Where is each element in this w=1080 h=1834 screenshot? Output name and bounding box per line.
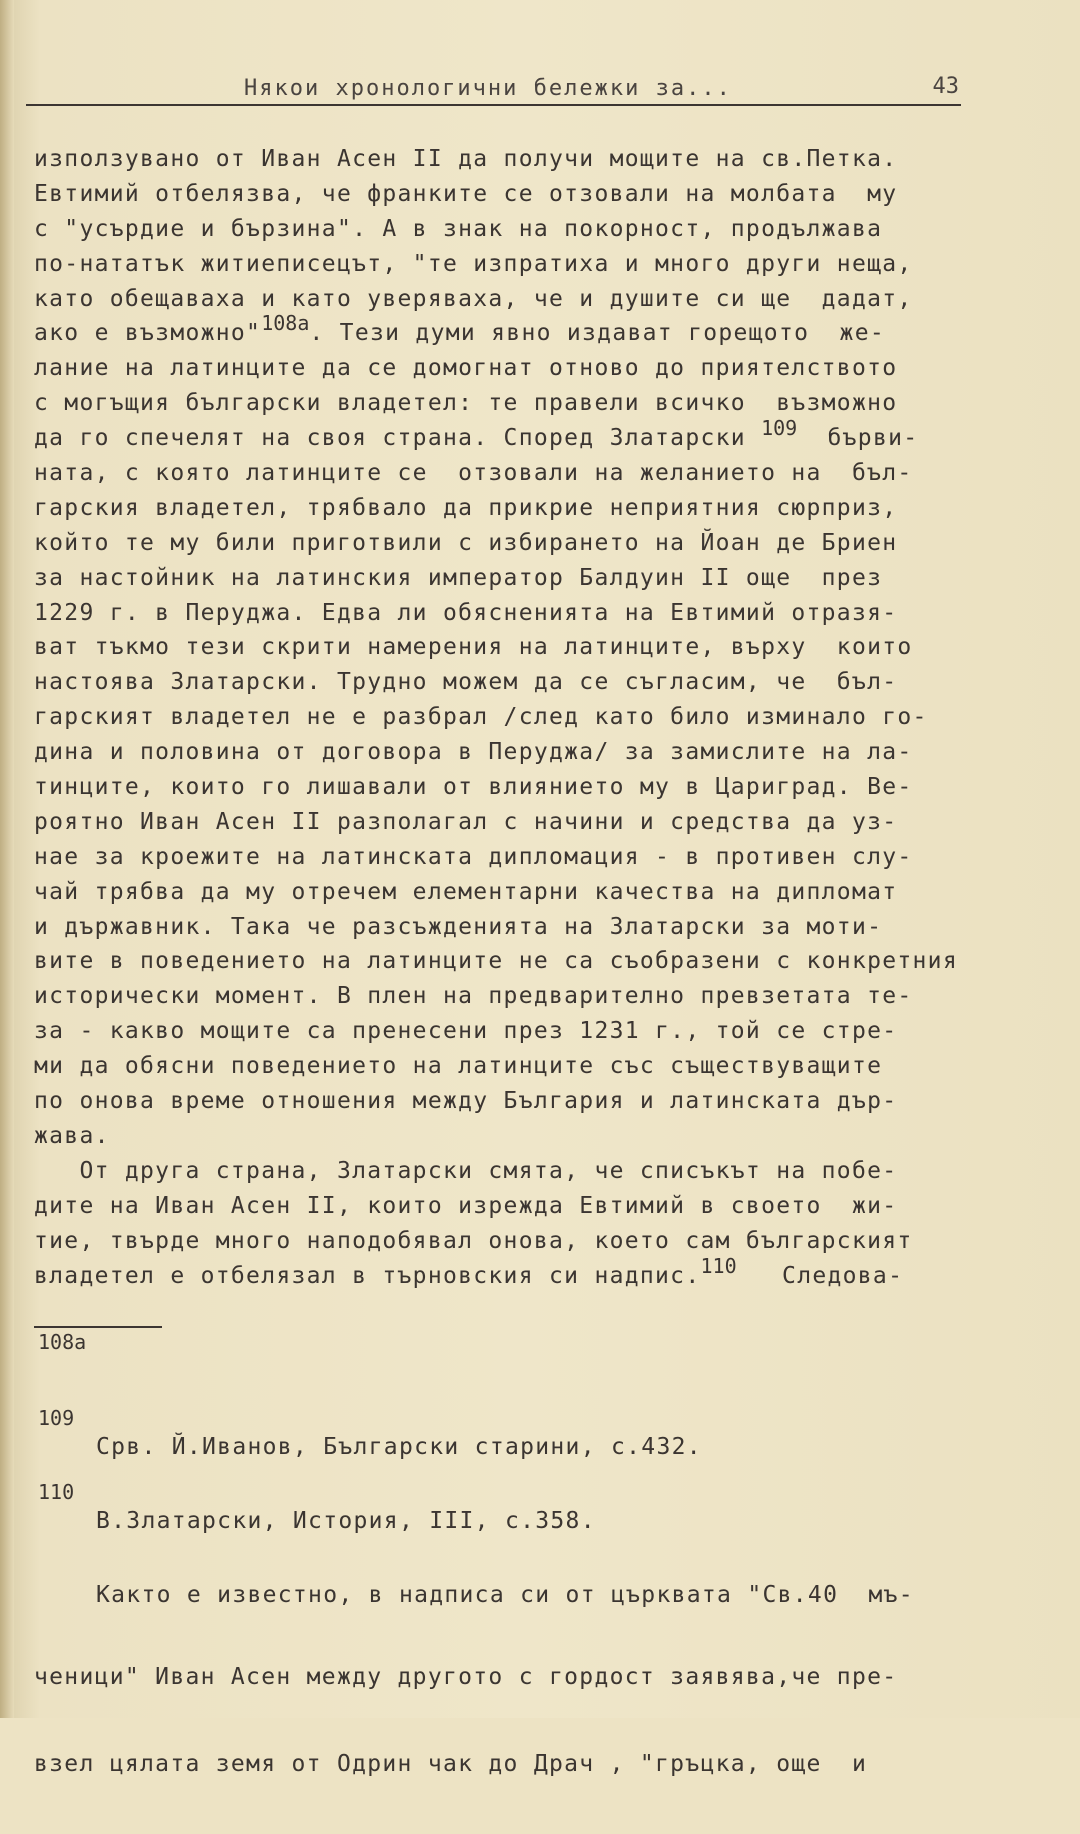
footnote-text: Както е известно, в надписа си от църквата "Св.40 мъ- bbox=[96, 1582, 914, 1608]
body-line: с "усърдие и бързина". А в знак на покорност, продължава bbox=[34, 215, 883, 242]
body-text bbox=[34, 142, 984, 1293]
running-header bbox=[26, 74, 961, 104]
body-line bbox=[34, 416, 984, 456]
body-line: жава. bbox=[34, 1122, 110, 1149]
body-line: настоява Златарски. Трудно можем да се съгласим, че бъл- bbox=[34, 669, 898, 696]
footnotes bbox=[34, 1330, 984, 1834]
body-line: за - какво мощите са пренесени през 1231 г., той се стре- bbox=[34, 1018, 898, 1045]
body-line-text: Следова- bbox=[736, 1262, 904, 1289]
body-line-text: бърви- bbox=[797, 425, 919, 452]
body-line: по онова време отношения между България и латинската дър- bbox=[34, 1088, 898, 1115]
body-line: нае за кроежите на латинската дипломация - в противен слу- bbox=[34, 843, 913, 870]
body-line-text: да го спечелят на своя страна. Според Златарски bbox=[34, 425, 762, 452]
body-line: 1229 г. в Перуджа. Едва ли обясненията на Евтимий отразя- bbox=[34, 599, 898, 626]
body-line: ми да обясни поведението на латинците със съществуващите bbox=[34, 1053, 883, 1080]
running-header-title: Някои хронологични бележки за... bbox=[244, 76, 732, 101]
footnote-ref-110: 110 bbox=[700, 1253, 737, 1278]
body-line: гарския владетел, трябвало да прикрие неприятния сюрприз, bbox=[34, 494, 898, 521]
body-line-text: . Тези думи явно издават горещото же- bbox=[309, 320, 885, 347]
footnote-text: ченици" Иван Асен между другото с гордост заявява,че пре- bbox=[34, 1664, 898, 1690]
body-line: чай трябва да му отречем елементарни качества на дипломат bbox=[34, 878, 898, 905]
body-line: вите в поведението на латинците не са съобразени с конкретния bbox=[34, 948, 958, 975]
body-line: гарският владетел не е разбрал /след като било изминало го- bbox=[34, 704, 928, 731]
body-line: с могъщия български владетел: те правели всичко възможно bbox=[34, 390, 898, 417]
body-line: по-нататък житиеписецът, "те изпратиха и много други неща, bbox=[34, 250, 913, 277]
body-line: за настойник на латинския император Балдуин II още през bbox=[34, 564, 883, 591]
footnote-text: Срв. Й.Иванов, Български старини, с.432. bbox=[96, 1434, 702, 1460]
body-line: дина и половина от договора в Перуджа/ за замислите на ла- bbox=[34, 739, 913, 766]
body-line: От друга страна, Златарски смята, че списъкът на побе- bbox=[34, 1157, 898, 1184]
body-line: използувано от Иван Асен II да получи мощите на св.Петка. bbox=[34, 146, 898, 172]
body-line: роятно Иван Асен II разполагал с начини и средства да уз- bbox=[34, 808, 898, 835]
body-line: лание на латинците да се домогнат отново до приятелството bbox=[34, 355, 898, 382]
page-number: 43 bbox=[932, 74, 959, 99]
header-rule bbox=[26, 104, 961, 106]
body-line: дите на Иван Асен II, които изрежда Евтимий в своето жи- bbox=[34, 1192, 898, 1219]
body-line: ват тъкмо тези скрити намерения на латинците, върху които bbox=[34, 634, 913, 661]
book-spine-shadow bbox=[0, 0, 14, 1718]
footnote-number: 109 bbox=[38, 1406, 75, 1430]
body-line: тие, твърде много наподобявал онова, което сам българският bbox=[34, 1227, 913, 1254]
body-line: който те му били приготвили с избирането на Йоан де Бриен bbox=[34, 529, 898, 556]
footnote-number: 110 bbox=[38, 1480, 75, 1504]
body-line: Евтимий отбелязва, че франките се отзовали на молбата му bbox=[34, 180, 898, 207]
body-line bbox=[34, 311, 984, 351]
footnote-110 bbox=[34, 1480, 984, 1834]
footnote-text: взел цялата земя от Одрин чак до Драч , "гръцка, още и bbox=[34, 1751, 868, 1777]
body-line: ната, с която латинците се отзовали на желанието на бъл- bbox=[34, 460, 913, 487]
footnote-number: 108а bbox=[38, 1330, 87, 1354]
body-line-text: владетел е отбелязал в търновския си надпис. bbox=[34, 1262, 701, 1289]
body-line bbox=[34, 1253, 984, 1294]
footnote-separator bbox=[34, 1326, 162, 1328]
footnote-ref-109: 109 bbox=[761, 416, 798, 441]
footnote-ref-108a: 108а bbox=[261, 311, 310, 336]
body-line: и държавник. Така че разсъжденията на Златарски за моти- bbox=[34, 913, 883, 940]
body-line: исторически момент. В плен на предварително превзетата те- bbox=[34, 983, 913, 1010]
footnote-text: В.Златарски, История, III, с.358. bbox=[96, 1508, 596, 1534]
body-line-text: ако е възможно" bbox=[34, 320, 262, 347]
body-line: тинците, които го лишавали от влиянието му в Цариград. Ве- bbox=[34, 774, 913, 801]
body-line: като обещаваха и като уверяваха, че и душите си ще дадат, bbox=[34, 285, 913, 312]
